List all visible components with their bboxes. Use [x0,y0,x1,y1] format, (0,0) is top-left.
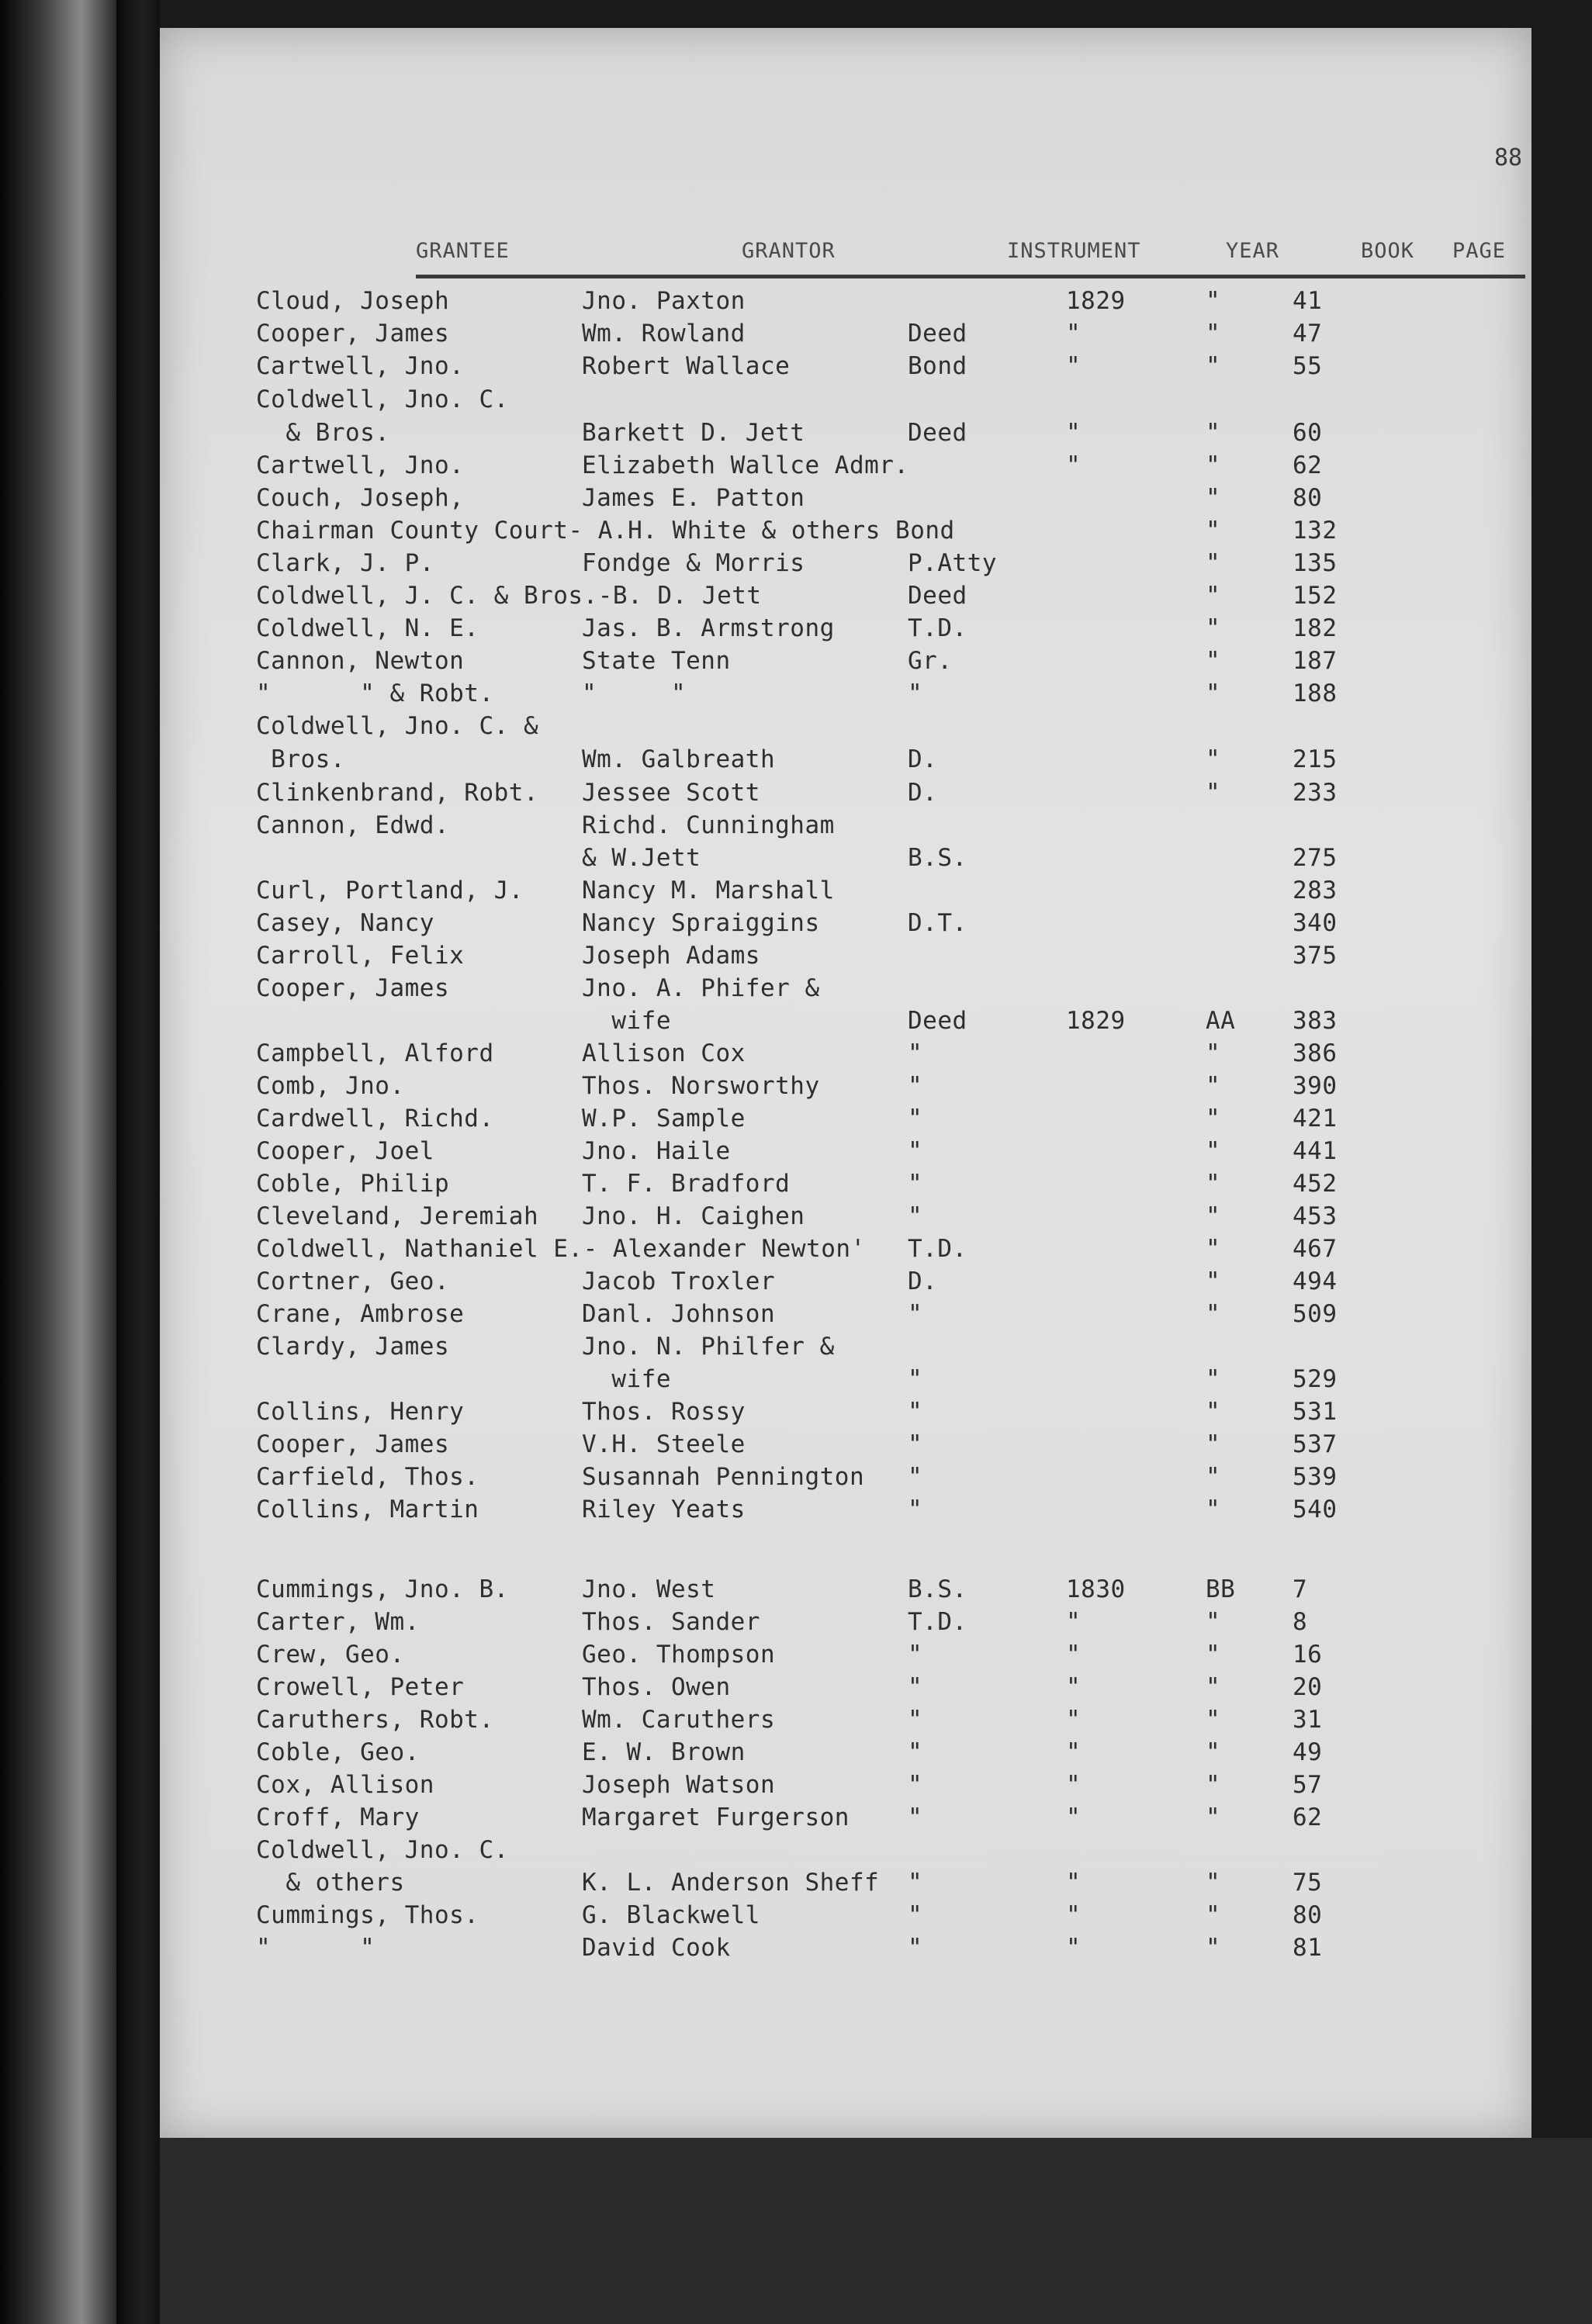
cell-grantor: Wm. Galbreath [582,745,776,773]
table-row [160,974,1531,1008]
cell-grantee: Coble, Philip [256,1170,450,1198]
cell-book: " [1206,1901,1221,1929]
cell-instrument: D.T. [908,909,967,937]
cell-page: 233 [1293,779,1338,807]
cell-grantor: wife [582,1007,671,1035]
cell-book: " [1206,1365,1221,1393]
cell-book: " [1206,1235,1221,1263]
cell-grantor: & W.Jett [582,844,701,872]
cell-book: " [1206,451,1221,479]
cell-book: " [1206,680,1221,707]
table-row [160,1934,1531,1968]
cell-year: " [1066,1869,1082,1897]
cell-grantee: Cummings, Jno. B. [256,1575,509,1603]
table-row [160,549,1531,583]
table-row [160,712,1531,746]
cell-grantee: Cannon, Edwd. [256,811,450,839]
cell-instrument: " [908,1901,923,1929]
cell-instrument: " [908,1137,923,1165]
cell-grantor: Jno. Paxton [582,287,746,315]
cell-instrument: " [908,1072,923,1100]
cell-book: " [1206,1706,1221,1734]
cell-grantee: Cummings, Thos. [256,1901,479,1929]
cell-year: 1830 [1066,1575,1126,1603]
cell-instrument: P.Atty [908,549,997,577]
cell-year: " [1066,1641,1082,1669]
cell-grantee: Bros. [256,745,345,773]
cell-grantor: Allison Cox [582,1039,746,1067]
table-row [160,287,1531,321]
cell-grantor: Jno. N. Philfer & [582,1333,835,1361]
table-row [160,1333,1531,1367]
cell-grantee: Cox, Allison [256,1771,434,1799]
table-row [160,614,1531,648]
table-row [160,1137,1531,1171]
cell-page: 453 [1293,1202,1338,1230]
cell-book: " [1206,582,1221,610]
cell-grantee: Chairman County Court- A.H. White & others Bond [256,517,955,545]
cell-book: " [1206,1039,1221,1067]
cell-grantee: Cooper, James [256,1430,450,1458]
cell-book: " [1206,419,1221,447]
cell-book: " [1206,1496,1221,1523]
cell-instrument: " [908,1463,923,1491]
cell-grantor: Barkett D. Jett [582,419,805,447]
cell-grantor: State Tenn [582,647,731,675]
cell-page: 16 [1293,1641,1323,1669]
cell-instrument: Deed [908,320,967,348]
cell-grantee: Casey, Nancy [256,909,434,937]
table-row [160,1463,1531,1497]
cell-book: " [1206,1869,1221,1897]
cell-instrument: Gr. [908,647,953,675]
cell-page: 20 [1293,1673,1323,1701]
cell-page: 80 [1293,484,1323,512]
cell-page: 390 [1293,1072,1338,1100]
cell-grantee: Collins, Henry [256,1398,465,1426]
cell-grantor: Wm. Rowland [582,320,746,348]
table-row [160,877,1531,911]
book-gutter [116,0,160,2324]
cell-book: " [1206,549,1221,577]
cell-grantor: Nancy Spraiggins [582,909,820,937]
cell-grantor: Robert Wallace [582,352,791,380]
cell-instrument: " [908,1804,923,1831]
cell-year: " [1066,1934,1082,1962]
cell-page: 135 [1293,549,1338,577]
cell-grantor: wife [582,1365,671,1393]
cell-instrument: " [908,1170,923,1198]
cell-grantee: & Bros. [256,419,390,447]
table-row [160,647,1531,681]
cell-instrument: " [908,1673,923,1701]
cell-book: " [1206,1430,1221,1458]
cell-page: 55 [1293,352,1323,380]
cell-grantee: Coldwell, Jno. C. [256,1836,509,1864]
cell-instrument: Deed [908,582,967,610]
cell-book: " [1206,1738,1221,1766]
table-row [160,582,1531,616]
cell-page: 215 [1293,745,1338,773]
table-row [160,779,1531,813]
cell-page: 539 [1293,1463,1338,1491]
cell-book: " [1206,1170,1221,1198]
cell-grantee: Carroll, Felix [256,942,465,970]
cell-book: " [1206,287,1221,315]
cell-grantor: V.H. Steele [582,1430,746,1458]
cell-book: " [1206,1804,1221,1831]
cell-grantor: Fondge & Morris [582,549,805,577]
cell-instrument: " [908,1105,923,1133]
cell-page: 187 [1293,647,1338,675]
table-row [160,1673,1531,1707]
table-row [160,745,1531,780]
cell-grantee: Clardy, James [256,1333,450,1361]
header-page: PAGE [1452,239,1507,263]
cell-book: " [1206,352,1221,380]
cell-page: 509 [1293,1300,1338,1328]
cell-grantor: James E. Patton [582,484,805,512]
cell-year: 1829 [1066,1007,1126,1035]
cell-instrument: D. [908,1267,938,1295]
table-row [160,1641,1531,1675]
cell-grantee: Collins, Martin [256,1496,479,1523]
cell-instrument: " [908,1771,923,1799]
table-row [160,1072,1531,1106]
cell-page: 49 [1293,1738,1323,1766]
table-row [160,1738,1531,1772]
header-year: YEAR [1226,239,1280,263]
header-book: BOOK [1361,239,1415,263]
cell-instrument: D. [908,779,938,807]
cell-grantee: Coldwell, Jno. C. & [256,712,539,740]
cell-year: " [1066,1673,1082,1701]
cell-instrument: T.D. [908,1608,967,1636]
cell-grantee: Crowell, Peter [256,1673,465,1701]
adjacent-page-edge [0,0,116,2324]
cell-grantee: Clark, J. P. [256,549,434,577]
cell-year: " [1066,320,1082,348]
cell-grantor: Joseph Watson [582,1771,776,1799]
cell-page: 452 [1293,1170,1338,1198]
cell-grantor: Richd. Cunningham [582,811,835,839]
cell-grantee: Cooper, James [256,320,450,348]
table-row [160,451,1531,486]
table-row [160,1007,1531,1041]
cell-grantor: Thos. Sander [582,1608,760,1636]
cell-instrument: Deed [908,419,967,447]
cell-grantor: Jessee Scott [582,779,760,807]
cell-grantor: Elizabeth Wallce Admr. [582,451,909,479]
cell-grantor: Thos. Rossy [582,1398,746,1426]
cell-grantee: Cardwell, Richd. [256,1105,494,1133]
table-row [160,1771,1531,1805]
table-row [160,1804,1531,1838]
table-row [160,1105,1531,1139]
cell-book: " [1206,1202,1221,1230]
cell-book: " [1206,1608,1221,1636]
table-row [160,1836,1531,1870]
cell-grantor: " " [582,680,687,707]
cell-grantee: Cartwell, Jno. [256,352,465,380]
cell-instrument: " [908,1398,923,1426]
cell-grantee: Coldwell, Jno. C. [256,386,509,413]
cell-instrument: D. [908,745,938,773]
table-row [160,909,1531,943]
cell-grantee: Curl, Portland, J. [256,877,524,904]
table-row [160,320,1531,354]
cell-page: 540 [1293,1496,1338,1523]
scan-bottom-border [160,2138,1592,2324]
cell-grantor: Jno. Haile [582,1137,731,1165]
cell-year: " [1066,419,1082,447]
cell-page: 8 [1293,1608,1308,1636]
cell-grantee: Crane, Ambrose [256,1300,465,1328]
cell-book: " [1206,1673,1221,1701]
cell-book: " [1206,1300,1221,1328]
table-row [160,1267,1531,1302]
cell-instrument: " [908,1365,923,1393]
cell-book: " [1206,1463,1221,1491]
cell-grantor: Thos. Owen [582,1673,731,1701]
cell-year: " [1066,1901,1082,1929]
cell-year: " [1066,1706,1082,1734]
cell-grantor: Jno. West [582,1575,716,1603]
cell-page: 383 [1293,1007,1338,1035]
cell-page: 31 [1293,1706,1323,1734]
cell-instrument: B.S. [908,1575,967,1603]
cell-year: 1829 [1066,287,1126,315]
table-row [160,419,1531,453]
cell-book: " [1206,1398,1221,1426]
cell-page: 132 [1293,517,1338,545]
document-sheet [160,28,1531,2138]
cell-grantor: David Cook [582,1934,731,1962]
cell-grantor: T. F. Bradford [582,1170,791,1198]
cell-page: 386 [1293,1039,1338,1067]
cell-book: " [1206,779,1221,807]
cell-grantor: Joseph Adams [582,942,760,970]
cell-grantor: Margaret Furgerson [582,1804,850,1831]
cell-grantee: " " [256,1934,376,1962]
cell-grantee: " " & Robt. [256,680,494,707]
table-row [160,1496,1531,1530]
table-row [160,1039,1531,1074]
cell-year: " [1066,1804,1082,1831]
cell-page: 441 [1293,1137,1338,1165]
cell-page: 375 [1293,942,1338,970]
cell-book: " [1206,1105,1221,1133]
cell-grantee: Cooper, James [256,974,450,1002]
header-grantee: GRANTEE [416,239,510,263]
cell-book: " [1206,614,1221,642]
cell-grantee: Cartwell, Jno. [256,451,465,479]
cell-page: 537 [1293,1430,1338,1458]
cell-year: " [1066,1608,1082,1636]
cell-grantor: K. L. Anderson Sheff [582,1869,880,1897]
cell-instrument: " [908,1496,923,1523]
table-row [160,1430,1531,1465]
cell-page: 275 [1293,844,1338,872]
cell-grantor: Riley Yeats [582,1496,746,1523]
cell-grantor: Jacob Troxler [582,1267,776,1295]
cell-grantor: Nancy M. Marshall [582,877,835,904]
table-row [160,1365,1531,1399]
cell-year: " [1066,1738,1082,1766]
cell-grantor: Wm. Caruthers [582,1706,776,1734]
table-row [160,1202,1531,1236]
table-row [160,517,1531,551]
cell-page: 7 [1293,1575,1308,1603]
cell-grantor: Danl. Johnson [582,1300,776,1328]
cell-instrument: T.D. [908,1235,967,1263]
cell-page: 62 [1293,1804,1323,1831]
cell-grantee: Clinkenbrand, Robt. [256,779,539,807]
cell-book: " [1206,647,1221,675]
cell-page: 81 [1293,1934,1323,1962]
cell-grantor: Geo. Thompson [582,1641,776,1669]
cell-year: " [1066,1771,1082,1799]
cell-book: " [1206,1934,1221,1962]
cell-instrument: " [908,680,923,707]
cell-page: 531 [1293,1398,1338,1426]
cell-instrument: " [908,1430,923,1458]
cell-grantee: Carter, Wm. [256,1608,420,1636]
cell-grantee: Cooper, Joel [256,1137,434,1165]
header-instrument: INSTRUMENT [1007,239,1141,263]
cell-grantee: Coldwell, J. C. & Bros.-B. D. Jett [256,582,762,610]
cell-book: " [1206,1641,1221,1669]
cell-grantor: Thos. Norsworthy [582,1072,820,1100]
cell-grantee: Cortner, Geo. [256,1267,450,1295]
cell-page: 340 [1293,909,1338,937]
table-row [160,942,1531,976]
cell-instrument: " [908,1039,923,1067]
table-row [160,844,1531,878]
cell-book: " [1206,517,1221,545]
cell-grantee: Coldwell, Nathaniel E.- Alexander Newton' [256,1235,866,1263]
cell-page: 182 [1293,614,1338,642]
cell-instrument: Bond [908,352,967,380]
table-row [160,1901,1531,1935]
cell-instrument: " [908,1934,923,1962]
cell-page: 80 [1293,1901,1323,1929]
cell-instrument: " [908,1869,923,1897]
table-row [160,386,1531,420]
cell-page: 188 [1293,680,1338,707]
cell-page: 467 [1293,1235,1338,1263]
cell-book: " [1206,1771,1221,1799]
table-row [160,484,1531,518]
table-row [160,1398,1531,1432]
table-row [160,1575,1531,1610]
cell-instrument: T.D. [908,614,967,642]
cell-grantee: Crew, Geo. [256,1641,405,1669]
cell-grantor: Jno. H. Caighen [582,1202,805,1230]
cell-instrument: " [908,1738,923,1766]
cell-book: " [1206,1072,1221,1100]
cell-page: 152 [1293,582,1338,610]
cell-book: " [1206,745,1221,773]
cell-grantor: Jno. A. Phifer & [582,974,820,1002]
table-row [160,1608,1531,1642]
cell-book: " [1206,320,1221,348]
cell-page: 57 [1293,1771,1323,1799]
cell-instrument: B.S. [908,844,967,872]
cell-grantee: Coldwell, N. E. [256,614,479,642]
cell-year: " [1066,451,1082,479]
cell-page: 529 [1293,1365,1338,1393]
cell-grantor: Jas. B. Armstrong [582,614,835,642]
cell-grantee: Croff, Mary [256,1804,420,1831]
cell-grantee: Comb, Jno. [256,1072,405,1100]
cell-instrument: " [908,1300,923,1328]
cell-grantor: E. W. Brown [582,1738,746,1766]
cell-book: BB [1206,1575,1236,1603]
cell-book: " [1206,1267,1221,1295]
cell-page: 60 [1293,419,1323,447]
cell-book: " [1206,1137,1221,1165]
cell-grantee: Campbell, Alford [256,1039,494,1067]
cell-page: 494 [1293,1267,1338,1295]
cell-grantee: Cloud, Joseph [256,287,450,315]
cell-instrument: Deed [908,1007,967,1035]
page-number: 88 [1494,144,1523,171]
cell-year: " [1066,352,1082,380]
cell-grantee: & others [256,1869,405,1897]
cell-page: 421 [1293,1105,1338,1133]
table-row [160,352,1531,386]
header-grantor: GRANTOR [742,239,836,263]
cell-grantee: Couch, Joseph, [256,484,465,512]
cell-page: 41 [1293,287,1323,315]
cell-grantee: Cleveland, Jeremiah [256,1202,539,1230]
cell-grantee: Carfield, Thos. [256,1463,479,1491]
cell-grantor: G. Blackwell [582,1901,760,1929]
table-row [160,1300,1531,1334]
cell-page: 62 [1293,451,1323,479]
table-row [160,1869,1531,1903]
column-header-row [416,236,1525,278]
table-row [160,680,1531,714]
cell-page: 47 [1293,320,1323,348]
table-row [160,1170,1531,1204]
cell-grantor: W.P. Sample [582,1105,746,1133]
table-row [160,811,1531,846]
cell-instrument: " [908,1706,923,1734]
cell-page: 283 [1293,877,1338,904]
table-row [160,1235,1531,1269]
cell-grantee: Coble, Geo. [256,1738,420,1766]
cell-instrument: " [908,1641,923,1669]
cell-book: " [1206,484,1221,512]
cell-grantor: Susannah Pennington [582,1463,865,1491]
cell-page: 75 [1293,1869,1323,1897]
table-row [160,1706,1531,1740]
cell-grantee: Caruthers, Robt. [256,1706,494,1734]
cell-instrument: " [908,1202,923,1230]
cell-book: AA [1206,1007,1236,1035]
cell-grantee: Cannon, Newton [256,647,465,675]
